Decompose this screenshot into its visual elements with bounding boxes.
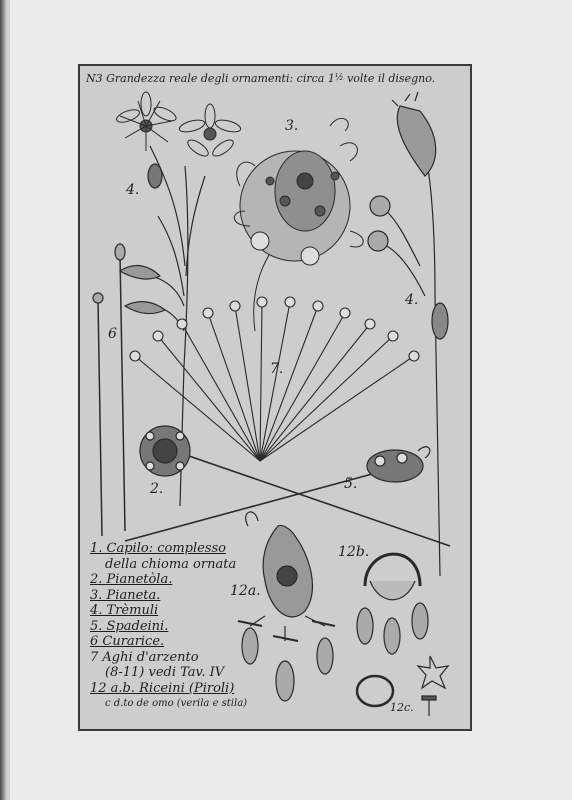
legend-item: 5. Spadeini.	[90, 618, 169, 634]
legend-item: 6 Curarice.	[90, 634, 165, 649]
riceino-12b	[357, 554, 428, 654]
curarice-pin-2	[120, 256, 125, 531]
label-2: 2.	[150, 481, 164, 497]
flower-left-2	[178, 104, 242, 159]
label-12c: 12c.	[390, 701, 414, 714]
legend-item: 1. Capilo: complesso	[90, 541, 226, 556]
legend-item: c d.to de omo (verila e stila)	[105, 698, 248, 709]
pianetola-head	[140, 426, 190, 476]
label-3: 3.	[285, 118, 299, 134]
label-4-left: 4.	[126, 182, 140, 198]
label-12a: 12a.	[230, 583, 261, 599]
legend-item: 12 a.b. Riceini (Piroli)	[90, 680, 235, 696]
book-spine-shadow	[0, 0, 7, 800]
legend-item: 4. Trèmuli	[90, 603, 159, 618]
page-edge	[7, 0, 10, 800]
legend-item: della chioma ornata	[105, 556, 237, 572]
legend-item: (8-11) vedi Tav. IV	[105, 665, 225, 680]
plate-number: N3	[86, 72, 103, 85]
tremulo-right	[368, 92, 448, 576]
legend-item: 3. Pianeta.	[90, 587, 161, 603]
plate-title-suffix: volte il disegno.	[347, 72, 436, 85]
plate-legend	[90, 541, 300, 712]
label-12b: 12b.	[338, 544, 370, 560]
legend-item: 2. Pianetòla.	[90, 572, 173, 587]
ornament-plate	[78, 64, 472, 731]
label-6: 6	[108, 326, 117, 342]
pianeta-plume	[234, 118, 363, 331]
label-4-right: 4.	[405, 292, 419, 308]
label-5: 5.	[344, 476, 358, 492]
label-7: 7.	[270, 361, 284, 377]
spadeino-head	[367, 447, 430, 482]
plate-title-text: Grandezza reale degli ornamenti: circa 1	[106, 72, 335, 85]
flower-left-1	[115, 92, 178, 151]
legend-item: 7 Aghi d'arzento	[90, 649, 199, 665]
curarice-pin-1	[98, 301, 102, 536]
plate-title-fraction: ½	[334, 73, 344, 83]
